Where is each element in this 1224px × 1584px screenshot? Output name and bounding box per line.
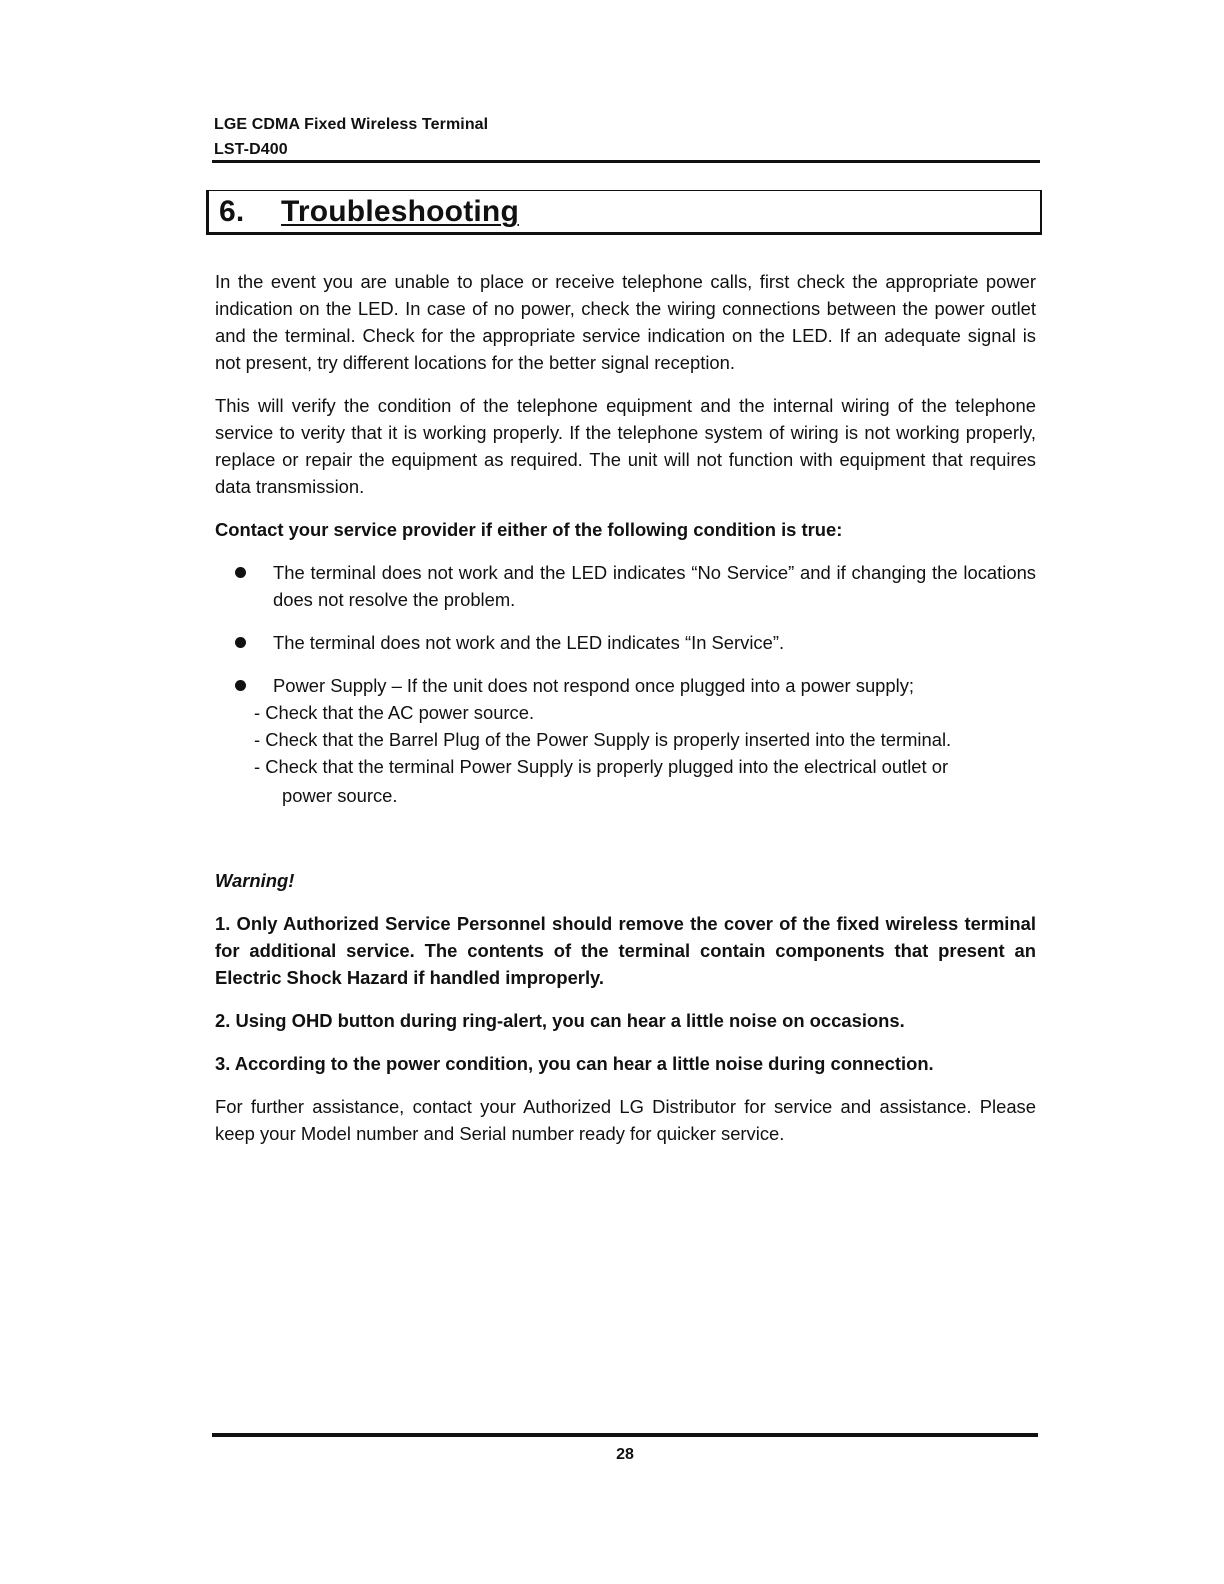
section-number: 6. xyxy=(219,195,245,228)
warning-item: 1. Only Authorized Service Personnel should remove the cover of the fixed wireless terminal for additional service. The contents of the terminal contain components that present an Electric Shock Hazard if handled improperly. xyxy=(215,913,1036,988)
body-content xyxy=(215,268,1036,1163)
list-item-text: The terminal does not work and the LED indicates “In Service”. xyxy=(273,632,785,653)
header-rule xyxy=(212,160,1040,163)
section-title-text: Troubleshooting xyxy=(281,195,519,228)
page-number: 28 xyxy=(616,1446,634,1463)
list-item-text: Power Supply – If the unit does not respond once plugged into a power supply; xyxy=(273,675,915,696)
header-product-name: LGE CDMA Fixed Wireless Terminal xyxy=(214,116,489,133)
closing-paragraph: For further assistance, contact your Authorized LG Distributor for service and assistance. Please keep your Model number and Serial number ready for quicker service. xyxy=(215,1096,1036,1144)
power-check-item: - Check that the AC power source. xyxy=(254,702,535,723)
power-check-item: - Check that the Barrel Plug of the Power Supply is properly inserted into the terminal. xyxy=(254,729,952,750)
power-check-item: - Check that the terminal Power Supply is properly plugged into the electrical outlet or xyxy=(254,756,949,777)
page-header xyxy=(214,112,1040,162)
contact-heading: Contact your service provider if either of the following condition is true: xyxy=(215,519,843,540)
header-model-number: LST-D400 xyxy=(214,141,288,158)
condition-list xyxy=(215,559,1036,811)
section-title-box xyxy=(206,190,1042,235)
bullet-dot-icon xyxy=(235,680,246,691)
list-item-text: The terminal does not work and the LED indicates “No Service” and if changing the locations does not resolve the problem. xyxy=(273,562,1036,610)
list-item xyxy=(215,559,1036,613)
warning-item: 2. Using OHD button during ring-alert, you can hear a little noise on occasions. xyxy=(215,1010,905,1031)
footer-rule xyxy=(212,1433,1038,1437)
warning-item: 3. According to the power condition, you can hear a little noise during connection. xyxy=(215,1053,934,1074)
verify-paragraph: This will verify the condition of the telephone equipment and the internal wiring of the telephone service to verity that it is working properly. If the telephone system of wiring is not working properly, replace or repair the equipment as required. The unit will not function with equipment that requires data transmission. xyxy=(215,395,1036,497)
intro-paragraph: In the event you are unable to place or receive telephone calls, first check the appropriate power indication on the LED. In case of no power, check the wiring connections between the power outlet and the terminal. Check for the appropriate service indication on the LED. If an adequate signal is not present, try different locations for the better signal reception. xyxy=(215,271,1036,373)
bullet-dot-icon xyxy=(235,637,246,648)
list-item xyxy=(215,672,1036,811)
bullet-dot-icon xyxy=(235,567,246,578)
power-check-list xyxy=(254,699,1036,811)
warning-title: Warning! xyxy=(215,870,295,891)
list-item xyxy=(215,629,1036,656)
power-check-continuation: power source. xyxy=(282,785,398,806)
section-title xyxy=(219,194,519,230)
